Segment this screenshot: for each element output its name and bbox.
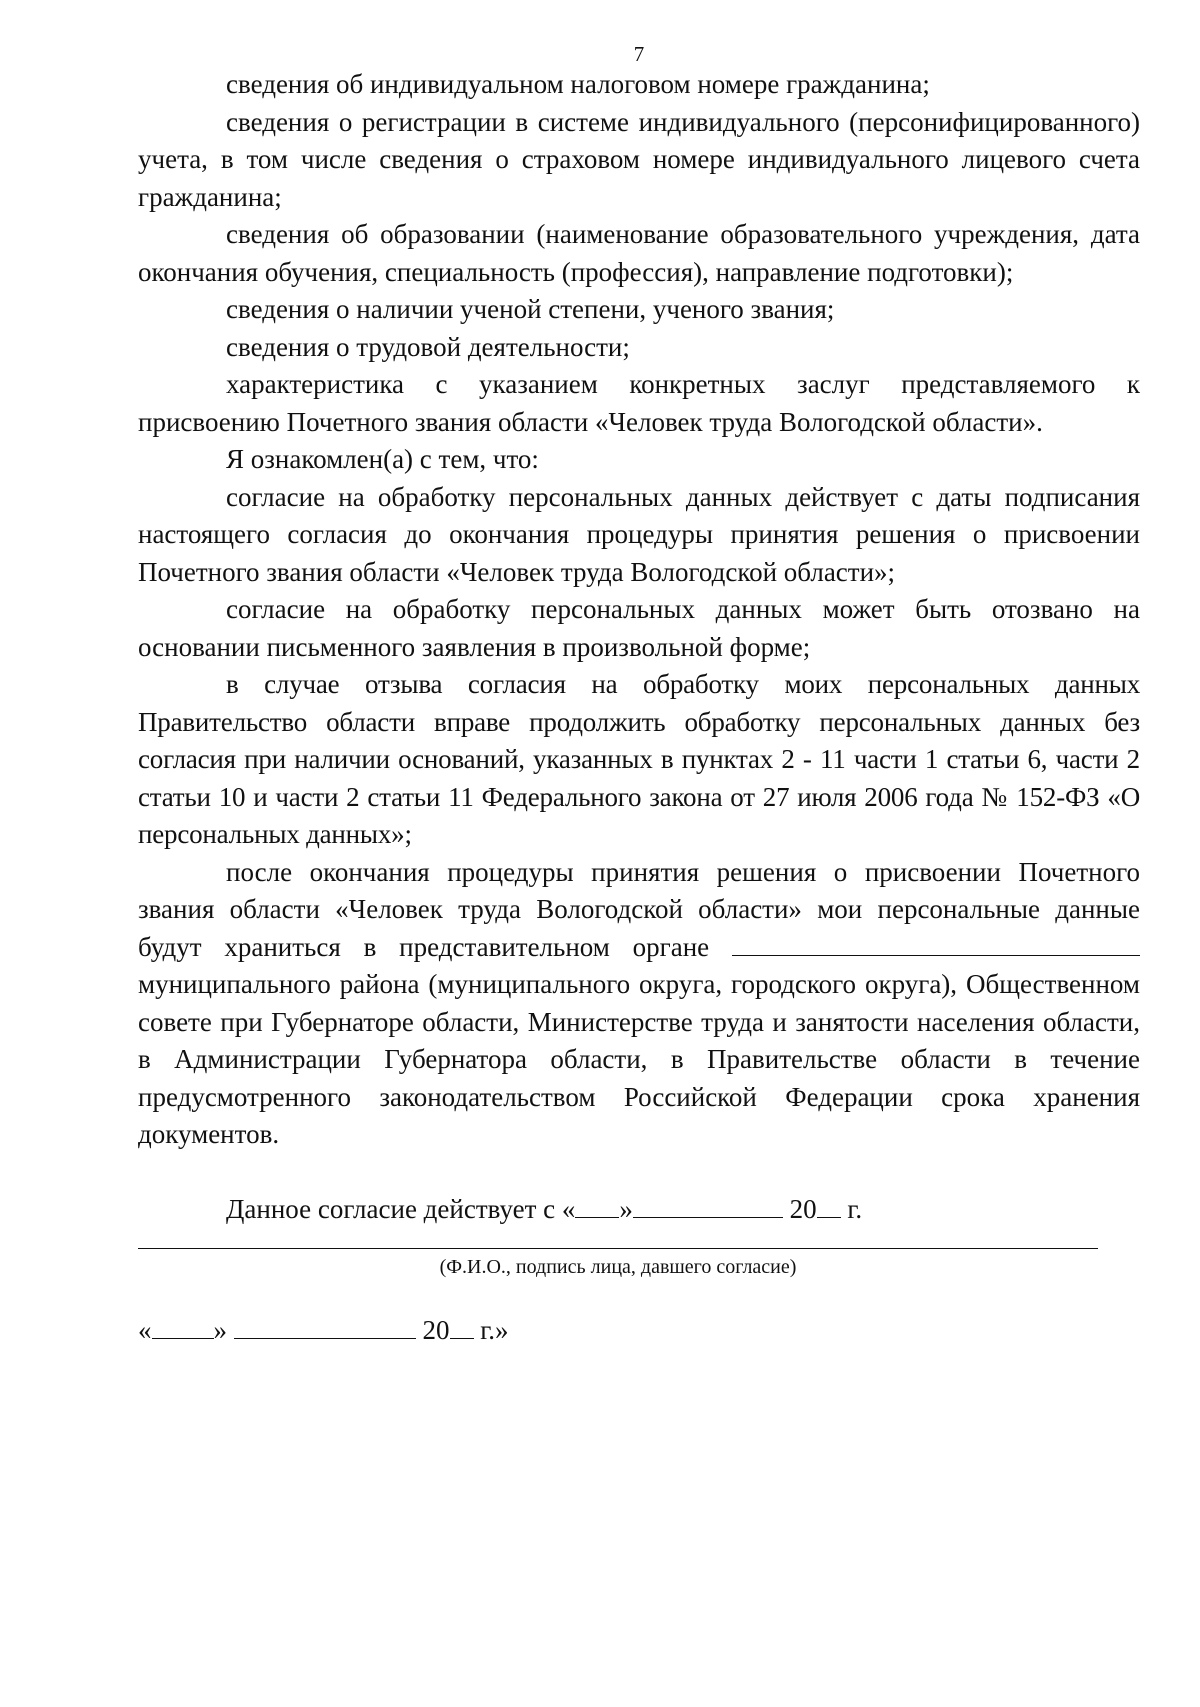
- validity-open-quote: «: [561, 1193, 576, 1224]
- validity-date-line: [138, 1191, 1140, 1229]
- paragraph-work-history: сведения о трудовой деятельности;: [226, 331, 630, 362]
- signing-year-blank[interactable]: [450, 1313, 474, 1339]
- date-close-quote: »: [213, 1315, 227, 1345]
- paragraph-acknowledged: Я ознакомлен(а) с тем, что:: [226, 444, 539, 474]
- year-blank[interactable]: [817, 1192, 841, 1218]
- date-year-prefix: 20: [422, 1315, 450, 1345]
- page-number: 7: [633, 42, 645, 66]
- paragraph-pension-registration: сведения о регистрации в системе индивидуального (персонифицированного) учета, в том числе сведения о страховом номере индивидуального лицевого счета гражданина;: [138, 106, 1140, 212]
- signing-day-blank[interactable]: [152, 1313, 214, 1339]
- validity-close-quote: »: [619, 1193, 633, 1224]
- validity-year-suffix: г.: [847, 1193, 863, 1224]
- paragraph-characteristic: характеристика с указанием конкретных заслуг представляемого к присвоению Почетного звания области «Человек труда Вологодской области».: [138, 369, 1140, 437]
- paragraph-consent-validity: согласие на обработку персональных данных действует с даты подписания настоящего согласия до окончания процедуры принятия решения о присвоении Почетного звания области «Человек труда Вологодской области»;: [138, 481, 1140, 587]
- signing-date-line: [138, 1312, 1140, 1350]
- paragraph-consent-revocation: согласие на обработку персональных данных может быть отозвано на основании письменного заявления в произвольной форме;: [138, 594, 1140, 662]
- validity-label: Данное согласие действует с: [226, 1193, 556, 1224]
- document-body: [138, 66, 1140, 1154]
- date-year-suffix: г.»: [480, 1315, 509, 1345]
- signature-caption: (Ф.И.О., подпись лица, давшего согласие): [439, 1256, 797, 1278]
- paragraph-tax-number: сведения об индивидуальном налоговом номере гражданина;: [226, 69, 930, 99]
- storage-text: после окончания процедуры принятия решения о присвоении Почетного звания области «Человек труда Вологодской области» мои персональные данные будут храниться в представительном органе: [138, 856, 1140, 962]
- month-blank[interactable]: [633, 1192, 783, 1218]
- signature-line[interactable]: [138, 1248, 1098, 1249]
- paragraph-education: сведения об образовании (наименование образовательного учреждения, дата окончания обучения, специальность (профессия), направление подготовки);: [138, 219, 1140, 287]
- municipal-body-blank[interactable]: [732, 930, 1140, 956]
- validity-year-prefix: 20: [789, 1193, 817, 1224]
- paragraph-academic-degree: сведения о наличии ученой степени, ученого звания;: [226, 294, 835, 324]
- date-open-quote: «: [138, 1315, 152, 1345]
- storage-text-continued: муниципального района (муниципального округа, городского округа), Общественном совете при Губернаторе области, Министерстве труда и занятости населения области, в Администрации Губернатора области, в Правительстве области в течение предусмотренного законодательством Российской Федерации срока хранения документов.: [138, 969, 1140, 1149]
- signing-month-blank[interactable]: [234, 1313, 416, 1339]
- paragraph-data-storage: [138, 854, 1140, 1154]
- paragraph-revocation-consequences: в случае отзыва согласия на обработку моих персональных данных Правительство области вправе продолжить обработку персональных данных без согласия при наличии оснований, указанных в пунктах 2 - 11 части 1 статьи 6, части 2 статьи 10 и части 2 статьи 11 Федерального закона от 27 июля 2006 года № 152-ФЗ «О персональных данных»;: [138, 669, 1140, 849]
- signature-block: [138, 1248, 1098, 1282]
- day-blank[interactable]: [575, 1192, 619, 1218]
